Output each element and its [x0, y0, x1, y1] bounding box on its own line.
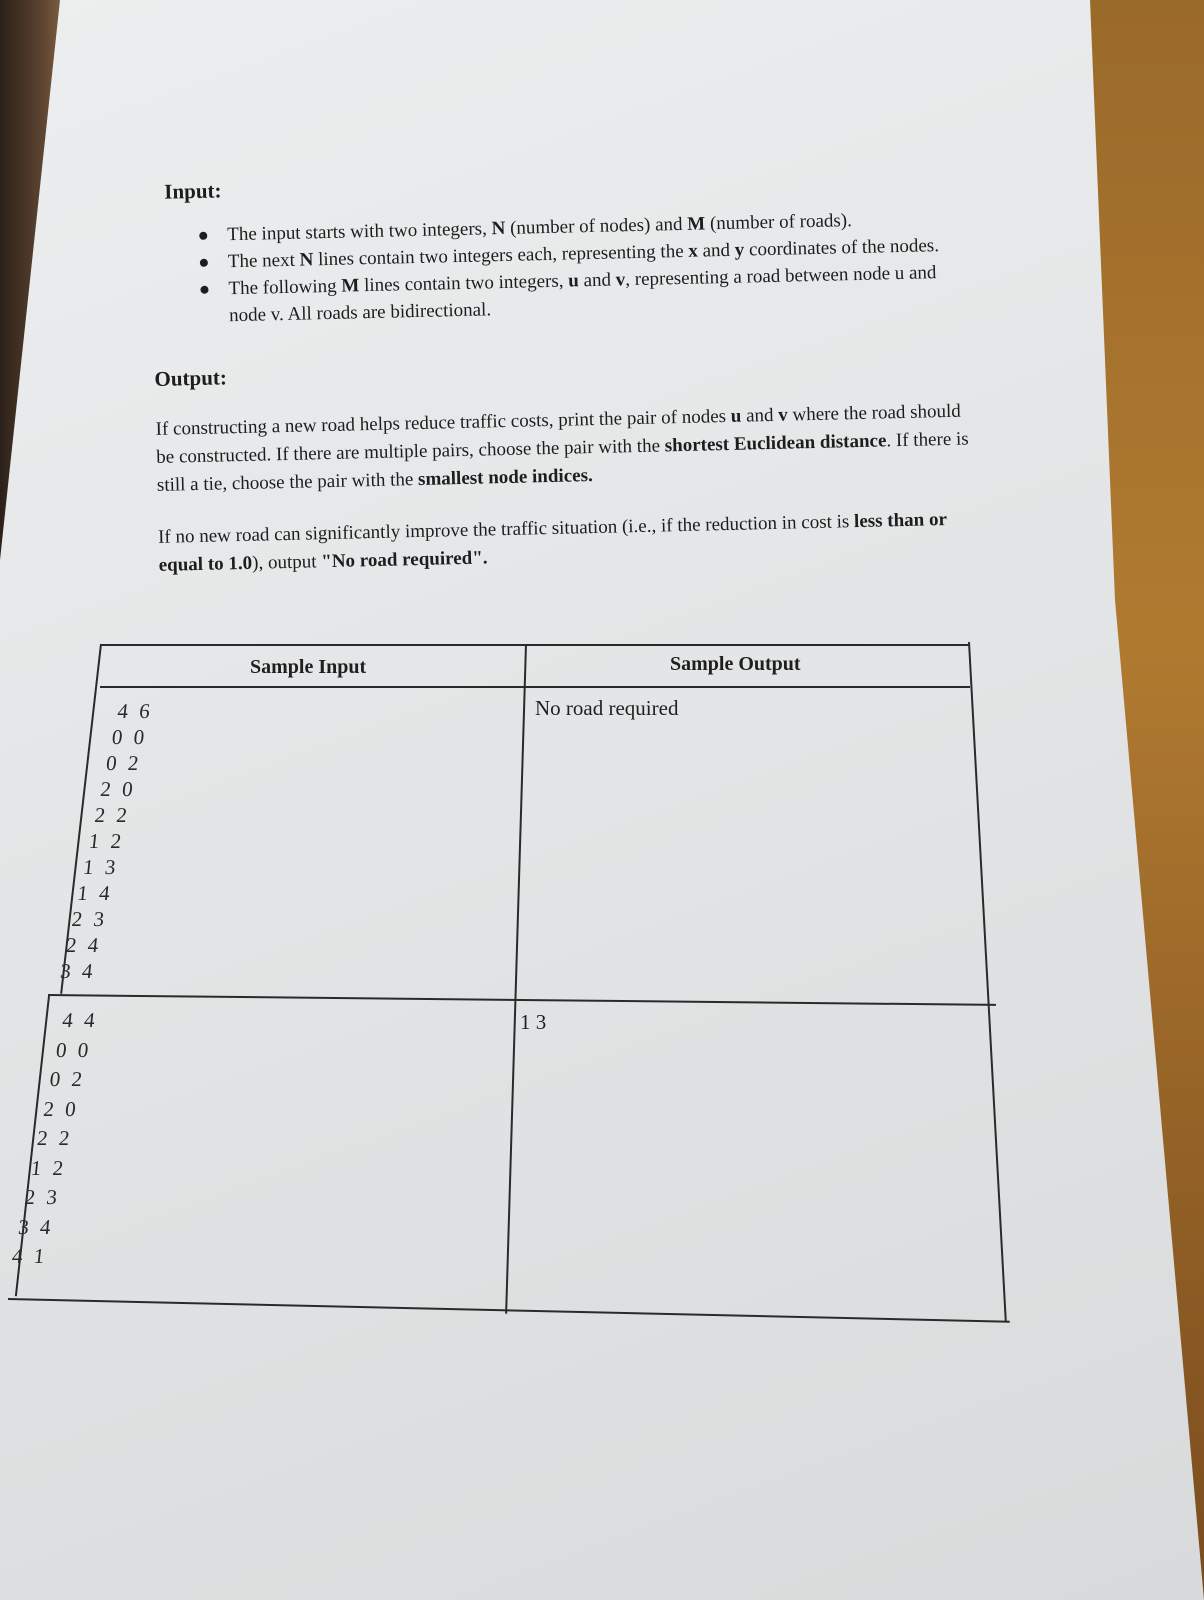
sample-input-line: 4 6	[116, 699, 155, 723]
text-segment: The following	[228, 275, 342, 300]
text-segment: shortest Euclidean distance	[664, 430, 887, 457]
text-segment: (number of roads).	[704, 210, 853, 235]
text-segment: The next	[227, 249, 300, 273]
text-segment: and	[697, 239, 736, 262]
input-bullet-list	[199, 204, 973, 329]
sample-input-line: 2 0	[99, 777, 137, 801]
text-segment: and	[741, 404, 779, 427]
text-segment: u	[730, 405, 742, 427]
sample-input-line: 0 0	[110, 725, 149, 749]
bullet-icon	[199, 232, 207, 240]
sample-input-line: 0 2	[48, 1067, 87, 1091]
sample-input-line: 2 4	[64, 933, 103, 957]
sample-input-1	[59, 698, 155, 984]
text-segment: "No road required".	[321, 547, 488, 573]
sample-input-line: 0 2	[104, 751, 143, 775]
text-segment: coordinates of the nodes.	[744, 235, 940, 261]
text-segment: lines contain two integers each, representing the	[313, 240, 689, 271]
sample-table	[8, 640, 1012, 1330]
bullet-icon	[200, 286, 208, 294]
text-segment: N	[299, 249, 314, 271]
output-paragraph-1	[155, 397, 977, 500]
text-segment: N	[491, 217, 506, 240]
sample-input-line: 2 0	[42, 1096, 81, 1121]
sample-input-line: 2 3	[23, 1185, 62, 1209]
text-segment: and	[578, 269, 616, 292]
input-heading: Input:	[163, 178, 222, 204]
text-segment: The input starts with two integers,	[227, 218, 492, 246]
table-bottom-border	[8, 1298, 1010, 1323]
text-segment: . If there is still a tie, choose the pair with the	[156, 428, 969, 496]
sample-input-line: 4 4	[61, 1008, 99, 1032]
text-segment: ), output	[251, 551, 322, 574]
sample-input-line: 1 2	[29, 1155, 68, 1180]
sample-input-line: 1 4	[76, 881, 115, 905]
text-segment: v	[615, 269, 626, 291]
sample-input-line: 3 4	[17, 1214, 55, 1239]
text-segment: where the road should be constructed. If there are multiple pairs, choose the pair with the	[156, 400, 962, 468]
bullet-icon	[200, 259, 208, 267]
sample-input-line: 2 2	[36, 1126, 74, 1150]
text-segment: If constructing a new road helps reduce traffic costs, print the pair of nodes	[155, 405, 732, 440]
text-segment: less than or equal to 1.0	[158, 509, 947, 576]
sample-input-line: 0 0	[54, 1037, 93, 1062]
text-segment: (number of nodes) and	[505, 213, 688, 239]
text-segment: If no new road can significantly improve the traffic situation (i.e., if the reduction in cost is	[157, 511, 855, 548]
table-top-border	[100, 644, 970, 646]
sample-output-header: Sample Output	[670, 653, 801, 675]
text-segment: y	[734, 239, 745, 261]
sample-input-line: 2 2	[93, 803, 132, 827]
text-segment: , representing a road between node u and node v. All roads are bidirectional.	[228, 262, 937, 327]
sample-output-2: 1 3	[520, 1010, 547, 1034]
text-segment: v	[778, 404, 789, 426]
sample-output-1: No road required	[535, 696, 679, 720]
sample-input-line: 3 4	[59, 959, 97, 983]
output-heading: Output:	[154, 365, 228, 391]
sample-input-header: Sample Input	[250, 656, 367, 678]
table-header-divider	[100, 686, 970, 688]
sample-input-line: 2 3	[70, 907, 109, 931]
sample-input-line: 4 1	[10, 1244, 49, 1268]
text-segment: lines contain two integers,	[359, 270, 569, 297]
text-segment: M	[687, 213, 706, 235]
text-segment: u	[568, 270, 580, 292]
sample-input-2	[10, 1006, 99, 1272]
text-segment: smallest node indices.	[417, 465, 593, 490]
text-segment: x	[688, 240, 699, 262]
table-middle-divider	[505, 644, 527, 1314]
sample-input-line: 1 3	[82, 855, 120, 879]
sample-input-line: 1 2	[87, 829, 126, 853]
problem-statement	[150, 161, 979, 580]
text-segment: M	[341, 275, 360, 297]
table-row-divider	[48, 994, 996, 1006]
table-right-border	[968, 642, 1007, 1321]
